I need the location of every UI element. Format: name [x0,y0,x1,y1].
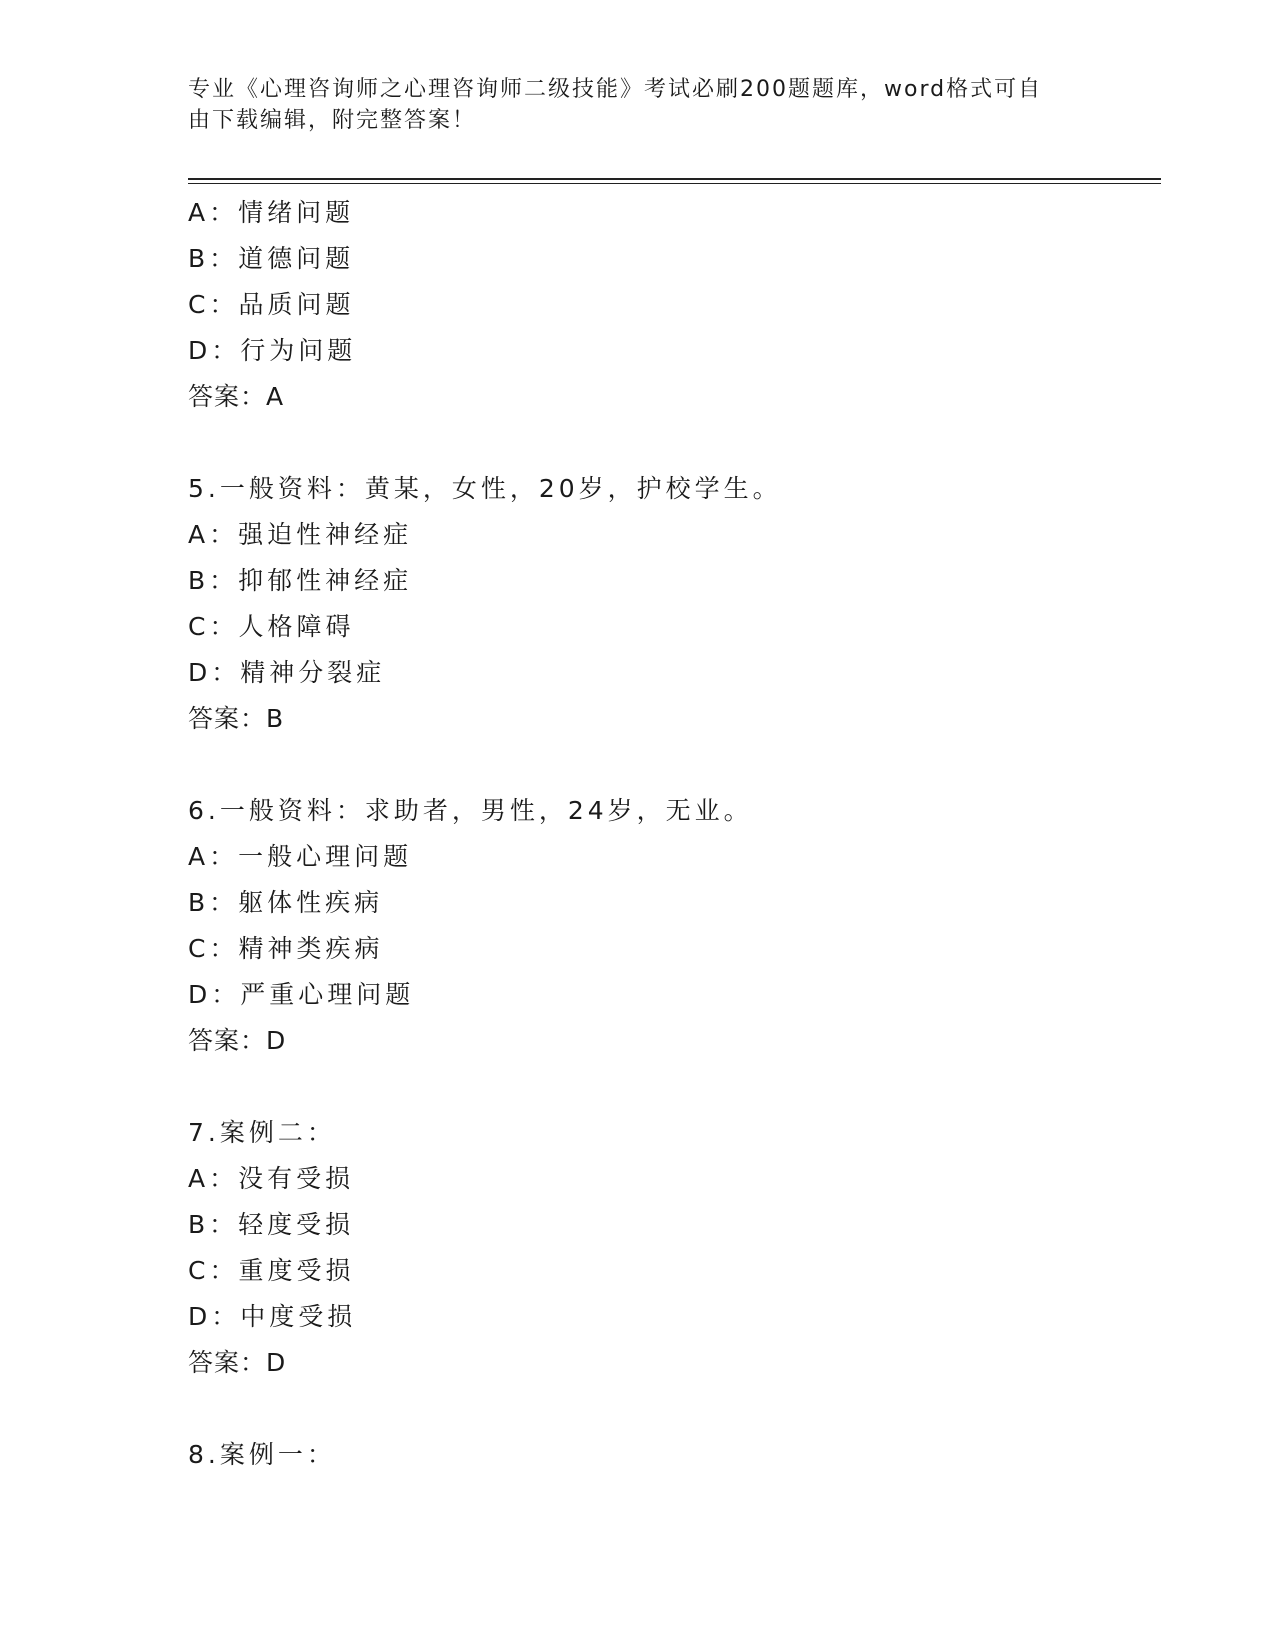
option-c: C：品质问题 [188,290,355,319]
option-c: C：精神类疾病 [188,934,384,963]
question-text: 6.一般资料：求助者，男性，24岁，无业。 [188,796,753,825]
question-block-5 [188,466,1148,742]
option-c: C：人格障碍 [188,612,355,641]
option-b: B：道德问题 [188,244,355,273]
option-b: B：躯体性疾病 [188,888,384,917]
spacer [188,742,1148,788]
header-line-2: 由下载编辑，附完整答案！ [188,108,477,133]
spacer [188,420,1148,466]
question-block-8 [188,1432,1148,1478]
document-header [188,74,1088,136]
option-d: D：严重心理问题 [188,980,415,1009]
question-block-4 [188,190,1148,420]
option-a: A：情绪问题 [188,198,355,227]
question-text: 7.案例二： [188,1118,336,1147]
answer-line: 答案：B [188,704,285,733]
option-d: D：中度受损 [188,1302,357,1331]
option-d: D：行为问题 [188,336,357,365]
spacer [188,1386,1148,1432]
option-a: A：强迫性神经症 [188,520,413,549]
option-b: B：抑郁性神经症 [188,566,413,595]
question-text: 5.一般资料：黄某，女性，20岁，护校学生。 [188,474,782,503]
question-block-6 [188,788,1148,1064]
option-a: A：没有受损 [188,1164,355,1193]
question-list [188,190,1148,1478]
header-divider [188,178,1161,184]
option-c: C：重度受损 [188,1256,355,1285]
question-block-7 [188,1110,1148,1386]
option-b: B：轻度受损 [188,1210,355,1239]
option-a: A：一般心理问题 [188,842,413,871]
answer-line: 答案：D [188,1348,287,1377]
question-text: 8.案例一： [188,1440,336,1469]
answer-line: 答案：A [188,382,285,411]
spacer [188,1064,1148,1110]
option-d: D：精神分裂症 [188,658,386,687]
header-line-1: 专业《心理咨询师之心理咨询师二级技能》考试必刷200题题库，word格式可自 [188,77,1043,102]
answer-line: 答案：D [188,1026,287,1055]
